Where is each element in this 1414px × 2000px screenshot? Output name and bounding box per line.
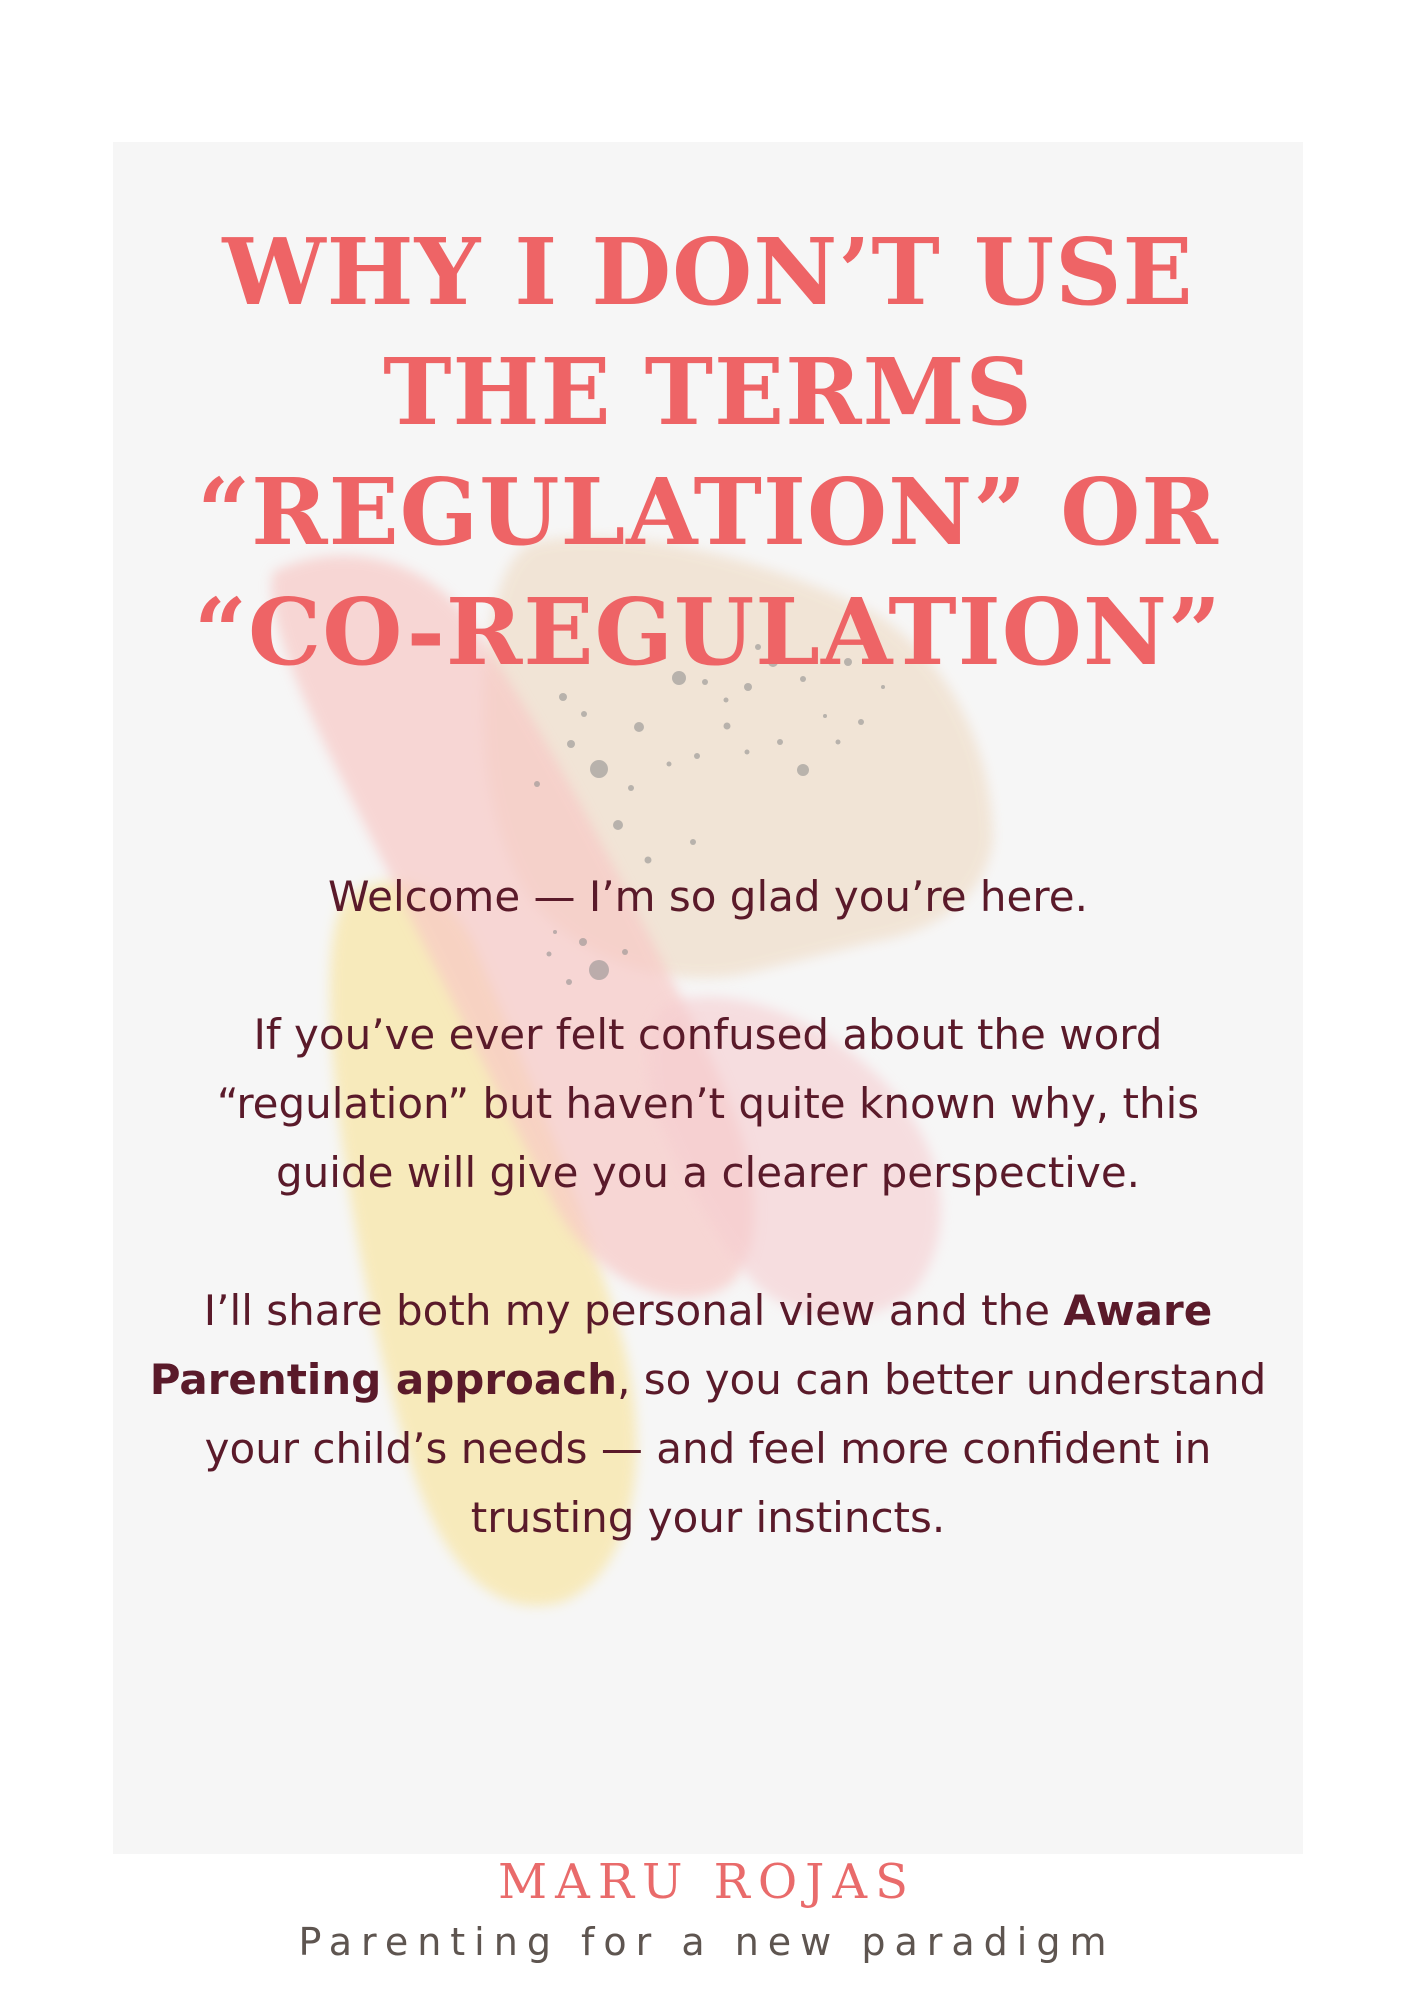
- page-card: [113, 142, 1303, 1854]
- intro-text: [133, 862, 1283, 1552]
- title-line: “CO-REGULATION”: [194, 578, 1222, 686]
- title-line: WHY I DON’T USE: [222, 218, 1194, 326]
- approach-paragraph: [133, 1276, 1283, 1552]
- aware-parenting-emphasis: Aware Parenting approach: [149, 1286, 1213, 1404]
- page-title: [113, 212, 1303, 692]
- title-line: “REGULATION” OR: [197, 458, 1219, 566]
- welcome-paragraph: Welcome — I’m so glad you’re here.: [328, 872, 1088, 921]
- intro-line: If you’ve ever felt confused about the word: [253, 1010, 1163, 1059]
- brand-name: MARU ROJAS: [498, 1854, 916, 1910]
- brand-tagline: Parenting for a new paradigm: [298, 1920, 1116, 1964]
- intro-paragraph: [133, 1000, 1283, 1207]
- title-line: THE TERMS: [383, 338, 1033, 446]
- approach-text-end: , so you can better understand your child’s needs — and feel more confident in trusting your instincts.: [204, 1355, 1267, 1542]
- intro-line: “regulation” but haven’t quite known why, this: [216, 1079, 1200, 1128]
- approach-text-start: I’ll share both my personal view and the: [203, 1286, 1064, 1335]
- intro-line: guide will give you a clearer perspective.: [275, 1148, 1141, 1197]
